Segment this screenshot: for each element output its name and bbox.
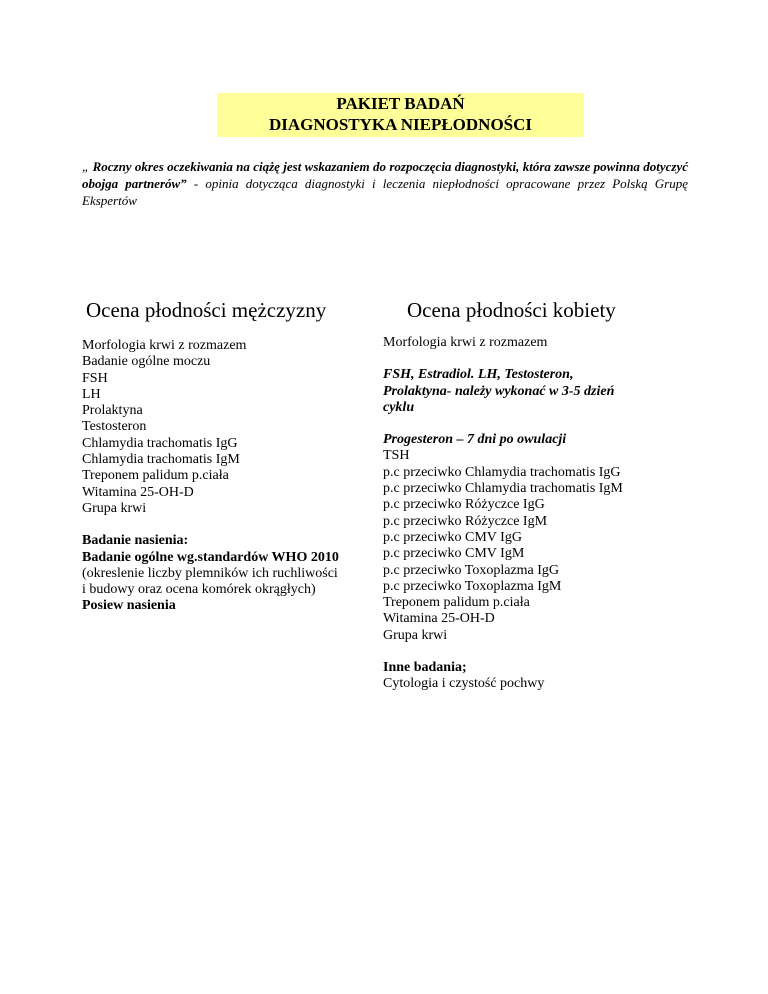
hormones-line-3: cyklu [383, 399, 415, 415]
list-item: Cytologia i czystość pochwy [383, 676, 545, 692]
list-item: Grupa krwi [383, 627, 448, 643]
women-heading: Ocena płodności kobiety [407, 298, 616, 322]
list-item: Witamina 25-OH-D [383, 611, 495, 627]
other-tests-heading: Inne badania; [383, 660, 467, 676]
list-item: Chlamydia trachomatis IgG [82, 435, 238, 451]
list-item: Morfologia krwi z rozmazem [82, 338, 247, 353]
list-item: p.c przeciwko CMV IgM [383, 546, 525, 562]
document-title [217, 93, 584, 137]
list-item: Treponem palidum p.ciała [383, 595, 530, 611]
list-item: LH [82, 386, 101, 402]
list-item: p.c przeciwko Chlamydia trachomatis IgM [383, 481, 623, 497]
list-item: p.c przeciwko Toxoplazma IgM [383, 578, 562, 594]
list-item: Chlamydia trachomatis IgM [82, 452, 240, 468]
list-item: p.c przeciwko Chlamydia trachomatis IgG [383, 464, 621, 480]
expert-quote [82, 158, 688, 209]
list-item: p.c przeciwko Toxoplazma IgG [383, 562, 560, 578]
list-item: Morfologia krwi z rozmazem [383, 335, 548, 350]
quote-bold-text: Roczny okres oczekiwania na ciążę jest wskazaniem do rozpoczęcia diagnostyki, która zawsze powinna dotyczyć obojga partnerów” [82, 159, 689, 191]
men-heading: Ocena płodności mężczyzny [86, 298, 327, 322]
quote-rest-text: - opinia dotycząca diagnostyki i leczenia niepłodności opracowane przez Polską Grupę Ekspertów [82, 176, 688, 208]
women-test-list [383, 335, 623, 693]
list-item: Badanie ogólne moczu [82, 354, 211, 370]
title-line-2: DIAGNOSTYKA NIEPŁODNOŚCI [268, 115, 533, 134]
list-item: Witamina 25-OH-D [82, 484, 194, 500]
progesterone-note: Progesteron – 7 dni po owulacji [383, 432, 567, 448]
list-item: FSH [82, 370, 108, 386]
semen-standard: Badanie ogólne wg.standardów WHO 2010 [82, 549, 339, 565]
quote-open-mark: „ [82, 159, 90, 174]
semen-culture: Posiew nasienia [82, 598, 176, 614]
semen-description-line-1: (okreslenie liczby plemników ich ruchliwości [82, 565, 338, 581]
list-item: Testosteron [82, 419, 147, 435]
list-item: Grupa krwi [82, 500, 147, 516]
semen-heading: Badanie nasienia: [82, 533, 189, 549]
list-item: TSH [383, 448, 410, 464]
hormones-line-2: Prolaktyna- należy wykonać w 3-5 dzień [383, 383, 615, 399]
semen-description-line-2: i budowy oraz ocena komórek okrągłych) [82, 582, 316, 598]
list-item: p.c przeciwko Różyczce IgG [383, 497, 545, 513]
list-item: Prolaktyna [82, 403, 143, 419]
title-line-1: PAKIET BADAŃ [336, 94, 465, 113]
hormones-line-1: FSH, Estradiol. LH, Testosteron, [383, 367, 574, 383]
list-item: Treponem palidum p.ciała [82, 468, 229, 484]
men-test-list [82, 338, 339, 615]
list-item: p.c przeciwko CMV IgG [383, 529, 522, 545]
list-item: p.c przeciwko Różyczce IgM [383, 513, 548, 529]
